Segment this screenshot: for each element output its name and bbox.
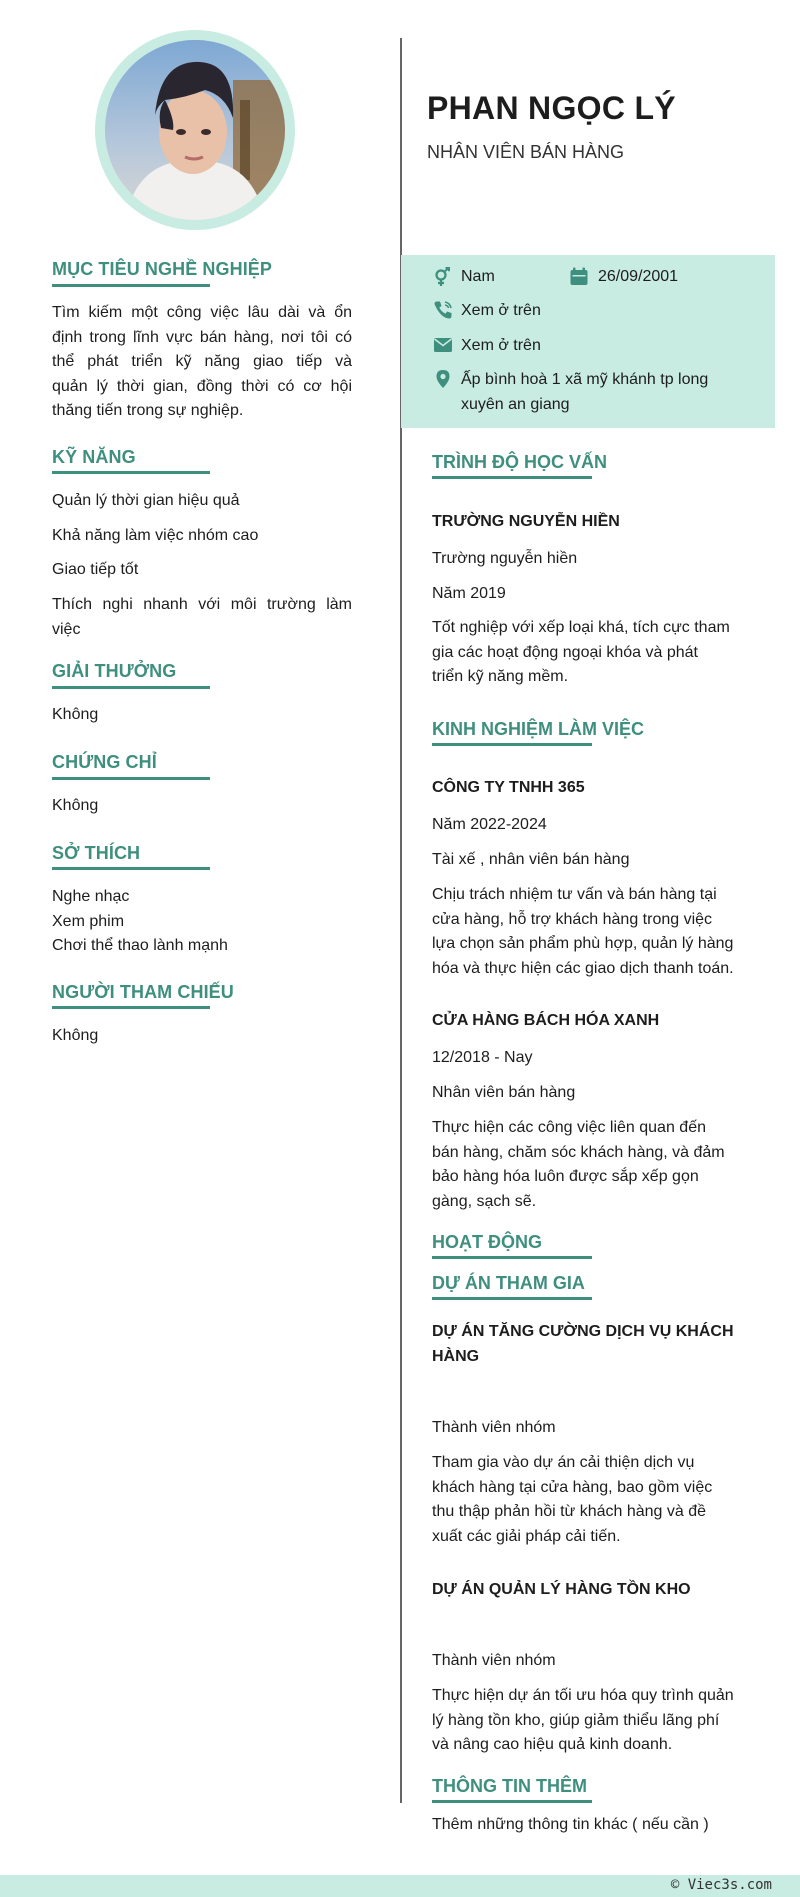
school-name: TRƯỜNG NGUYỄN HIỀN <box>432 513 620 530</box>
hobby-item: Chơi thể thao lành mạnh <box>52 937 228 954</box>
project-role: Thành viên nhóm <box>432 1652 556 1669</box>
job-role: Tài xế , nhân viên bán hàng <box>432 851 630 868</box>
gender-text: Nam <box>461 268 495 285</box>
avatar-frame <box>95 30 295 230</box>
section-title-experience: KINH NGHIỆM LÀM VIỆC <box>432 719 645 739</box>
section-underline <box>432 476 592 479</box>
phone-text: Xem ở trên <box>461 302 541 319</box>
objective-line: Tìm kiếm một công việc lâu dài và ổn <box>52 304 352 321</box>
job-desc-line: Chịu trách nhiệm tư vấn và bán hàng tại <box>432 886 717 903</box>
section-title-projects: DỰ ÁN THAM GIA <box>432 1273 585 1293</box>
job-period: 12/2018 - Nay <box>432 1049 533 1066</box>
section-title-certificates: CHỨNG CHỈ <box>52 752 157 772</box>
hobby-item: Nghe nhạc <box>52 888 130 905</box>
full-name: PHAN NGỌC LÝ <box>427 90 676 126</box>
project-desc-line: xuất các giải pháp cải tiến. <box>432 1527 621 1545</box>
gender-icon <box>433 267 453 287</box>
birthday-text: 26/09/2001 <box>598 268 679 285</box>
education-desc-line: Tốt nghiệp với xếp loại khá, tích cực tham <box>432 619 730 636</box>
email-icon <box>433 335 453 355</box>
project-desc-line: và nâng cao hiệu quả kinh doanh. <box>432 1736 673 1753</box>
project-name: HÀNG <box>432 1348 480 1365</box>
section-underline <box>432 1297 592 1300</box>
calendar-icon <box>569 267 589 287</box>
job-desc-line: hóa và thực hiện các giao dịch thanh toán. <box>432 959 734 977</box>
awards-text: Không <box>52 706 99 723</box>
skill-item: Quản lý thời gian hiệu quả <box>52 492 240 509</box>
education-desc-line: triển kỹ năng mềm. <box>432 668 569 685</box>
section-title-education: TRÌNH ĐỘ HỌC VẤN <box>432 452 607 472</box>
section-title-skills: KỸ NĂNG <box>52 447 136 467</box>
job-position: NHÂN VIÊN BÁN HÀNG <box>427 142 625 162</box>
section-underline <box>52 867 210 870</box>
objective-line: thể phát triển kỹ năng giao tiếp và <box>52 353 352 370</box>
job-desc-line: gàng, sạch sẽ. <box>432 1192 537 1210</box>
section-underline <box>52 777 210 780</box>
education-desc-line: gia các hoạt động ngoại khóa và phát <box>432 643 698 661</box>
project-role: Thành viên nhóm <box>432 1419 556 1436</box>
project-desc-line: thu thập phản hồi từ khách hàng và đề <box>432 1503 707 1520</box>
job-role: Nhân viên bán hàng <box>432 1084 576 1101</box>
section-underline <box>52 284 210 287</box>
job-company: CỬA HÀNG BÁCH HÓA XANH <box>432 1012 660 1029</box>
section-title-activities: HOẠT ĐỘNG <box>432 1232 542 1252</box>
section-underline <box>432 1256 592 1259</box>
email-text: Xem ở trên <box>461 337 541 354</box>
skill-item: Khả năng làm việc nhóm cao <box>52 527 259 544</box>
skill-item: việc <box>52 621 81 638</box>
section-title-hobbies: SỞ THÍCH <box>52 843 141 863</box>
address-line: Ấp bình hoà 1 xã mỹ khánh tp long <box>461 371 709 388</box>
section-title-references: NGƯỜI THAM CHIẾU <box>52 982 234 1002</box>
section-underline <box>52 686 210 689</box>
footer-credit[interactable]: © Viec3s.com <box>670 1877 772 1893</box>
avatar-photo <box>105 40 285 220</box>
address-line: xuyên an giang <box>461 396 570 413</box>
section-title-awards: GIẢI THƯỞNG <box>52 661 177 681</box>
objective-line: thăng tiến trong sự nghiệp. <box>52 402 244 419</box>
section-underline <box>52 1006 210 1009</box>
section-underline <box>432 1800 592 1803</box>
project-desc-line: Thực hiện dự án tối ưu hóa quy trình quản <box>432 1687 734 1704</box>
skill-item: Thích nghi nhanh với môi trường làm <box>52 596 352 613</box>
project-name: DỰ ÁN QUẢN LÝ HÀNG TỒN KHO <box>432 1581 691 1598</box>
project-desc-line: khách hàng tại cửa hàng, bao gồm việc <box>432 1478 713 1496</box>
phone-icon <box>433 300 453 320</box>
project-desc-line: Tham gia vào dự án cải thiện dịch vụ <box>432 1454 695 1471</box>
job-period: Năm 2022-2024 <box>432 816 547 833</box>
project-desc-line: lý hàng tồn kho, giúp giảm thiểu lãng phí <box>432 1711 720 1729</box>
certificates-text: Không <box>52 797 99 814</box>
footer-bar <box>0 1875 800 1897</box>
job-desc-line: cửa hàng, hỗ trợ khách hàng trong việc <box>432 910 713 928</box>
objective-line: quản lý thời gian, đồng thời có cơ hội <box>52 377 352 395</box>
education-year: Năm 2019 <box>432 585 506 602</box>
skill-item: Giao tiếp tốt <box>52 561 139 578</box>
section-title-objective: MỤC TIÊU NGHỀ NGHIỆP <box>52 259 273 279</box>
job-desc-line: bán hàng, chăm sóc khách hàng, và đảm <box>432 1143 725 1161</box>
section-underline <box>52 471 210 474</box>
extra-text: Thêm những thông tin khác ( nếu cần ) <box>432 1816 709 1833</box>
section-underline <box>432 743 592 746</box>
project-name: DỰ ÁN TĂNG CƯỜNG DỊCH VỤ KHÁCH <box>432 1323 734 1340</box>
job-desc-line: bảo hàng hóa luôn được sắp xếp gọn <box>432 1168 699 1185</box>
avatar <box>105 40 285 220</box>
education-major: Trường nguyễn hiền <box>432 550 578 567</box>
references-text: Không <box>52 1027 99 1044</box>
hobby-item: Xem phim <box>52 912 125 930</box>
job-company: CÔNG TY TNHH 365 <box>432 779 585 796</box>
section-title-extra: THÔNG TIN THÊM <box>432 1776 587 1796</box>
location-icon <box>433 369 453 389</box>
job-desc-line: Thực hiện các công việc liên quan đến <box>432 1119 706 1136</box>
objective-line: định trong lĩnh vực bán hàng, nơi tôi có <box>52 328 352 346</box>
job-desc-line: lựa chọn sản phẩm phù hợp, quản lý hàng <box>432 935 734 952</box>
